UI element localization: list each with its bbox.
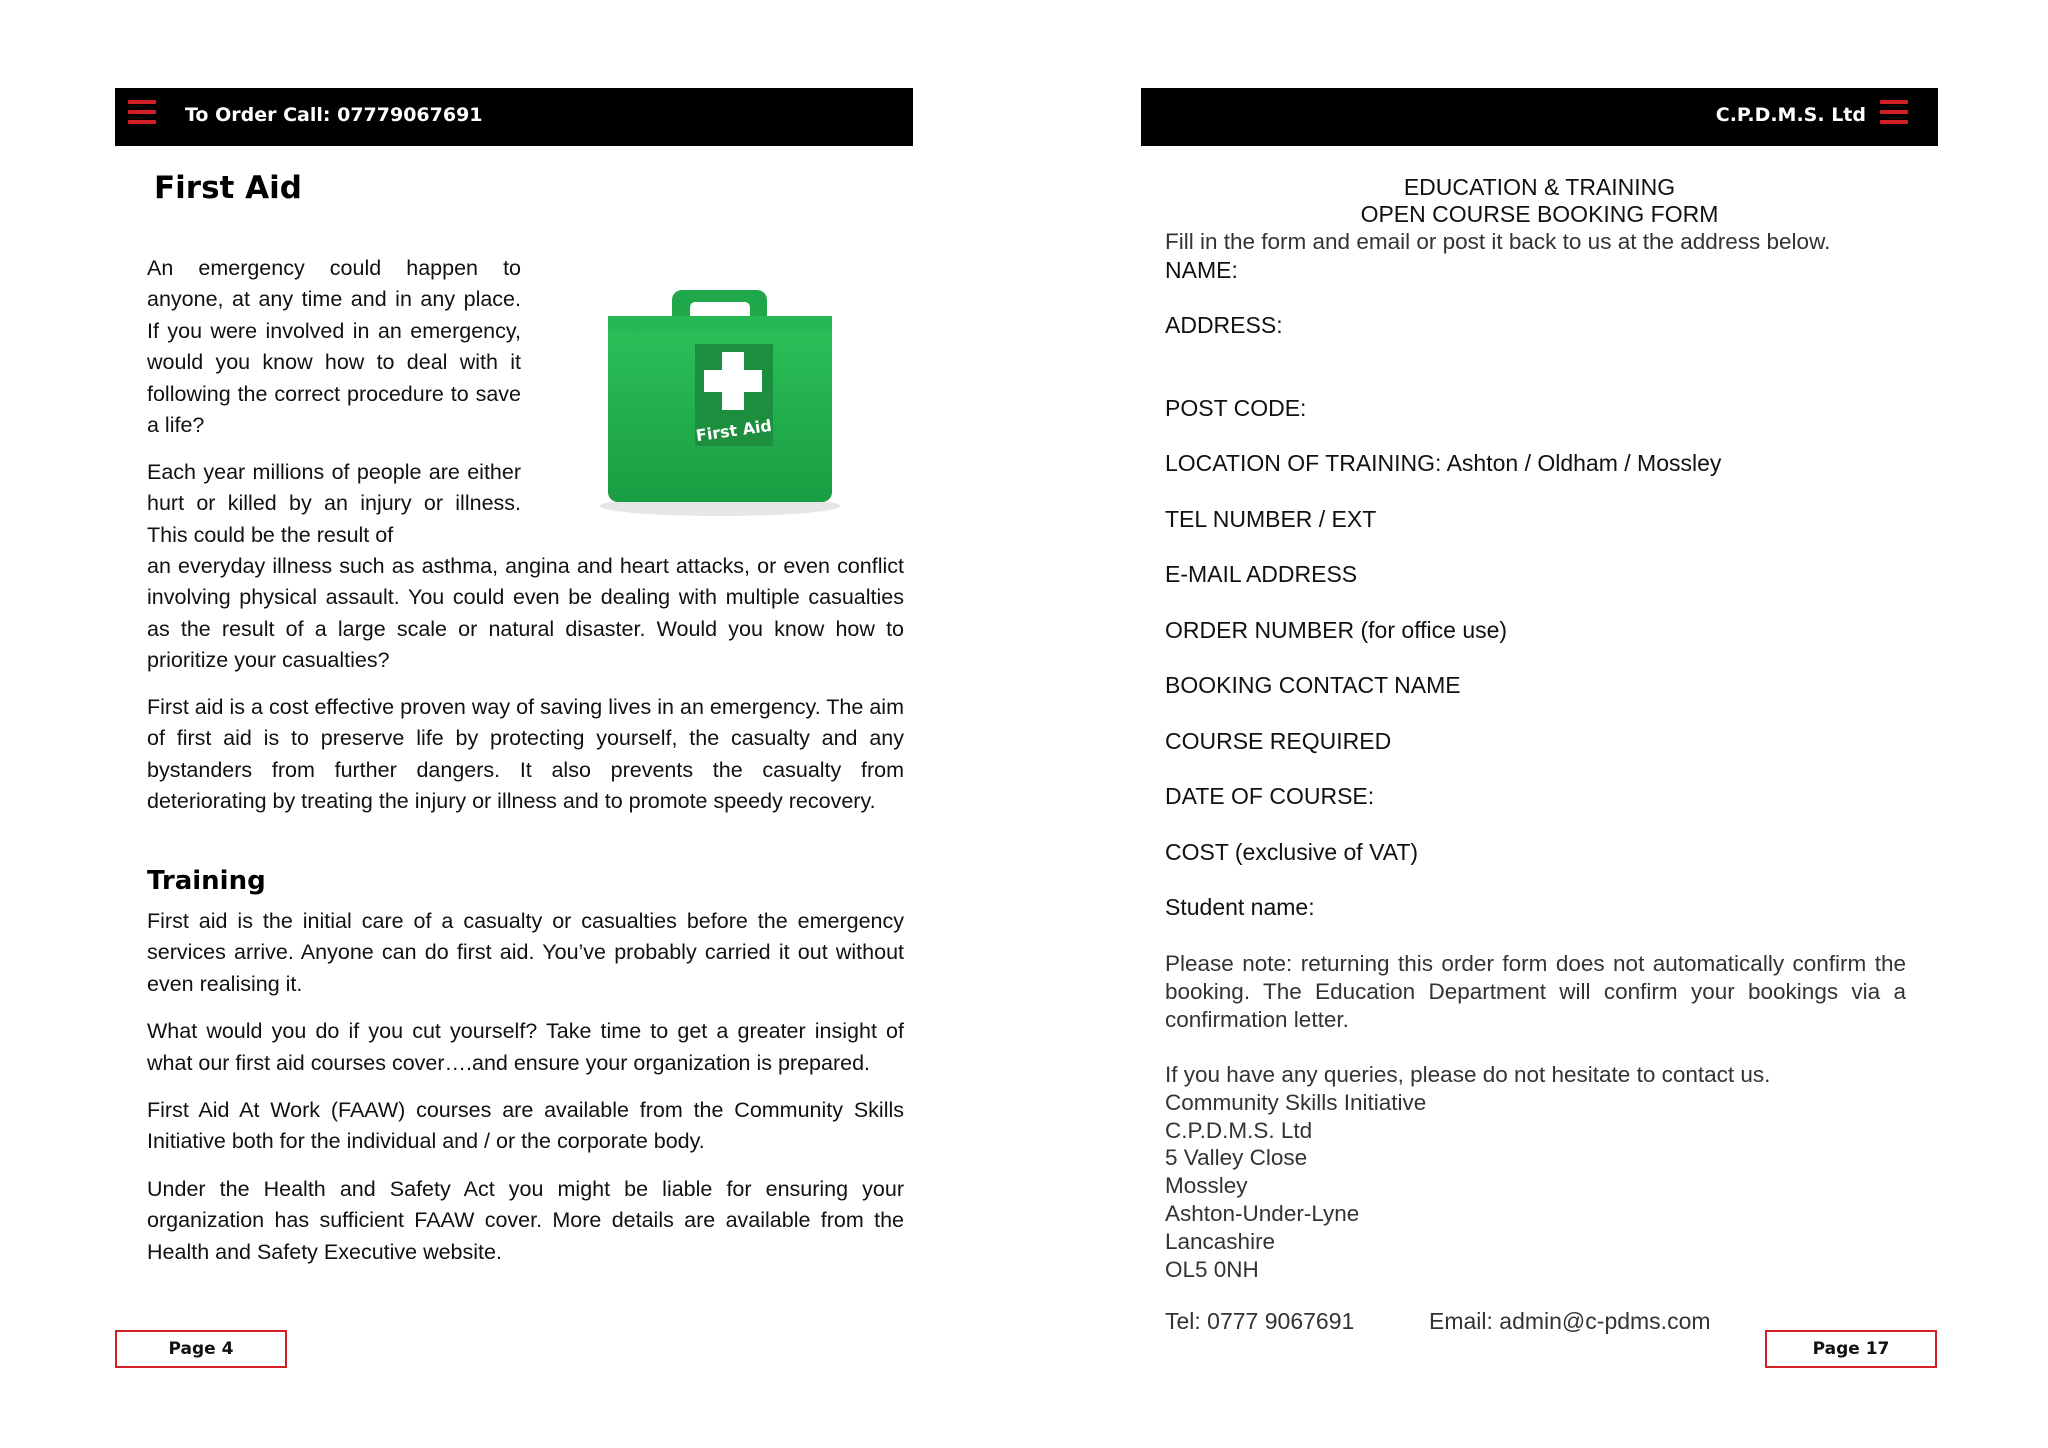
paragraph-7: Under the Health and Safety Act you might be liable for ensuring your organization has sufficient FAAW cover. More details are available from the Health and Safety Executive website. xyxy=(147,1176,904,1264)
address-line: Mossley xyxy=(1165,1173,1248,1199)
paragraph-2-start: Each year millions of people are either hurt or killed by an injury or illness. This could be the result of xyxy=(147,460,521,547)
email-link[interactable]: Email: admin@c-pdms.com xyxy=(1429,1308,1711,1334)
field-tel: TEL NUMBER / EXT xyxy=(1165,506,1377,532)
field-course-required: COURSE REQUIRED xyxy=(1165,728,1392,754)
booking-note: Please note: returning this order form does not automatically confirm the booking. The Education Department will confirm your bookings via a confirmation letter. xyxy=(1165,951,1906,1032)
paragraph-4: First aid is the initial care of a casualty or casualties before the emergency services arrive. Anyone can do first aid. You’ve probably carried it out without even realising it. xyxy=(147,909,904,996)
menu-icon[interactable] xyxy=(128,100,156,124)
kit-label: First Aid xyxy=(694,415,773,446)
paragraph-5: What would you do if you cut yourself? Take time to get a greater insight of what our first aid courses cover….and ensure your organization is prepared. xyxy=(147,1019,904,1075)
paragraph-6: First Aid At Work (FAAW) courses are available from the Community Skills Initiative both for the individual and / or the corporate body. xyxy=(147,1098,904,1154)
address-line: OL5 0NH xyxy=(1165,1256,1259,1282)
address-line: C.P.D.M.S. Ltd xyxy=(1165,1117,1313,1143)
paragraph-1: An emergency could happen to anyone, at any time and in any place. If you were involved in an emergency, would you know how to deal with it following the correct procedure to save a life? xyxy=(147,256,521,438)
field-email: E-MAIL ADDRESS xyxy=(1165,561,1358,587)
field-cost: COST (exclusive of VAT) xyxy=(1165,839,1419,865)
training-section xyxy=(147,906,904,1284)
field-name: NAME: xyxy=(1165,257,1238,283)
paragraph-3-block xyxy=(147,692,904,834)
address-line: Ashton-Under-Lyne xyxy=(1165,1200,1360,1226)
header-bar-left xyxy=(115,88,913,146)
page-number-left: Page 4 xyxy=(115,1330,287,1368)
address-line: 5 Valley Close xyxy=(1165,1145,1308,1171)
paragraph-2-continued-block xyxy=(147,551,904,693)
contact-block xyxy=(1165,1061,1770,1283)
header-bar-right xyxy=(1141,88,1938,146)
contact-line xyxy=(1165,1308,1711,1335)
order-call-text: To Order Call: 07779067691 xyxy=(185,104,483,126)
first-aid-kit-icon xyxy=(530,268,910,528)
address-line: Community Skills Initiative xyxy=(1165,1089,1427,1115)
form-intro: Fill in the form and email or post it back to us at the address below. xyxy=(1165,229,1831,254)
page-title: First Aid xyxy=(154,170,302,206)
field-post-code: POST CODE: xyxy=(1165,395,1307,421)
paragraph-2-continued: an everyday illness such as asthma, angina and heart attacks, or even conflict involving physical assault. You could even be dealing with multiple casualties as the result of a large scale or natural disaster. Would you know how to prioritize your casualties? xyxy=(147,554,904,673)
field-address: ADDRESS: xyxy=(1165,312,1283,338)
training-heading: Training xyxy=(147,866,266,896)
page-number-right: Page 17 xyxy=(1765,1330,1937,1368)
queries-line: If you have any queries, please do not hesitate to contact us. xyxy=(1165,1062,1771,1087)
company-name-text: C.P.D.M.S. Ltd xyxy=(1715,104,1866,126)
form-title-line2: OPEN COURSE BOOKING FORM xyxy=(1360,201,1719,227)
tel-text: Tel: 0777 9067691 xyxy=(1165,1308,1355,1334)
field-location: LOCATION OF TRAINING: Ashton / Oldham / Mossley xyxy=(1165,450,1722,476)
field-student-name: Student name: xyxy=(1165,894,1315,920)
field-booking-contact: BOOKING CONTACT NAME xyxy=(1165,672,1461,698)
address-line: Lancashire xyxy=(1165,1228,1276,1254)
field-date-of-course: DATE OF COURSE: xyxy=(1165,783,1375,809)
menu-icon[interactable] xyxy=(1880,100,1908,124)
paragraph-3: First aid is a cost effective proven way of saving lives in an emergency. The aim of first aid is to preserve life by protecting yourself, the casualty and any bystanders from further dangers. It also prevents the casualty from deteriorating by treating the injury or illness and to promote speedy recovery. xyxy=(147,695,904,814)
intro-paragraph xyxy=(147,253,521,457)
form-title-line1: EDUCATION & TRAINING xyxy=(1403,174,1676,200)
field-order-number: ORDER NUMBER (for office use) xyxy=(1165,617,1508,643)
